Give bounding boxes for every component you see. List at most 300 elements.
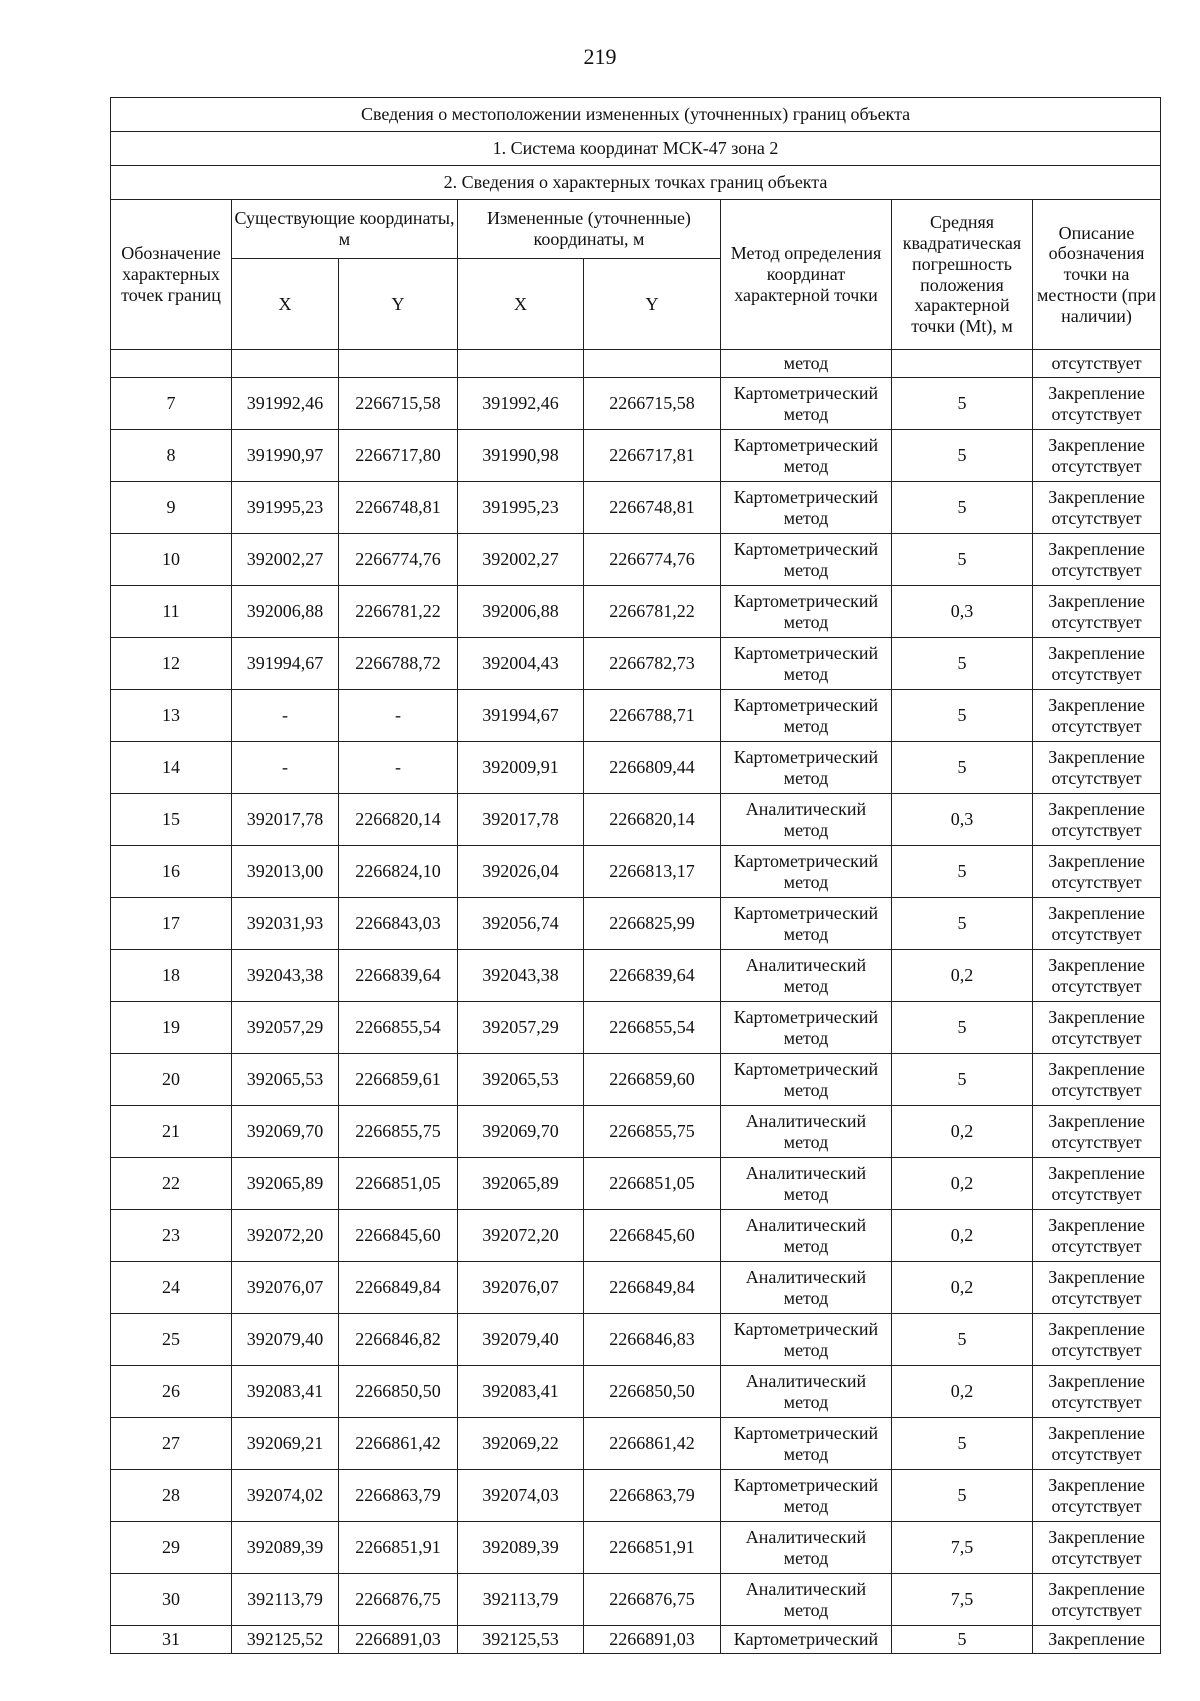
changed-x: 392006,88 [458, 586, 584, 638]
point-id: 29 [111, 1522, 232, 1574]
point-id: 17 [111, 898, 232, 950]
method-line-2: метод [783, 1339, 829, 1360]
method-line-1: Аналитический [745, 798, 867, 819]
description-line-1: Закрепление [1048, 902, 1145, 923]
changed-x: 392125,53 [458, 1626, 584, 1654]
error-value: 5 [892, 482, 1033, 534]
existing-x: - [232, 690, 339, 742]
point-id: 27 [111, 1418, 232, 1470]
method-line-1: Картометрический [733, 694, 879, 715]
existing-x: 392002,27 [232, 534, 339, 586]
method-cell [721, 1210, 892, 1262]
method-cell [721, 690, 892, 742]
existing-x: 392043,38 [232, 950, 339, 1002]
changed-y: 2266863,79 [584, 1470, 721, 1522]
header-method: Метод определения координат характерной точки [721, 200, 892, 350]
existing-y: 2266863,79 [339, 1470, 458, 1522]
existing-y: 2266715,58 [339, 378, 458, 430]
description-line-2: отсутствует [1051, 1287, 1142, 1308]
method-line-1: Картометрический [733, 1318, 879, 1339]
method-line-1: Аналитический [745, 1214, 867, 1235]
error-value: 0,2 [892, 1106, 1033, 1158]
description-cell [1033, 1574, 1161, 1626]
point-id: 30 [111, 1574, 232, 1626]
changed-y: 2266782,73 [584, 638, 721, 690]
changed-x: 392056,74 [458, 898, 584, 950]
changed-y: 2266859,60 [584, 1054, 721, 1106]
changed-x: 392089,39 [458, 1522, 584, 1574]
changed-x: 392076,07 [458, 1262, 584, 1314]
method-cell [721, 1574, 892, 1626]
description-line-1: Закрепление [1048, 954, 1145, 975]
existing-y: 2266891,03 [339, 1626, 458, 1654]
existing-x: 392113,79 [232, 1574, 339, 1626]
point-id: 12 [111, 638, 232, 690]
description-cell [1033, 378, 1161, 430]
description-line-2: отсутствует [1051, 611, 1142, 632]
description-line-1: Закрепление [1048, 694, 1145, 715]
changed-y: 2266850,50 [584, 1366, 721, 1418]
point-row [111, 1106, 1161, 1158]
point-row [111, 898, 1161, 950]
description-line-2: отсутствует [1051, 1235, 1142, 1256]
changed-x: 392065,53 [458, 1054, 584, 1106]
cell [232, 350, 339, 378]
cell [111, 350, 232, 378]
point-row [111, 1002, 1161, 1054]
method-cell [721, 1418, 892, 1470]
section-title: Сведения о местоположении измененных (уточненных) границ объекта [111, 98, 1161, 132]
description-line-1: Закрепление [1048, 1266, 1145, 1287]
point-id: 31 [111, 1626, 232, 1654]
method-cell [721, 1106, 892, 1158]
point-id: 11 [111, 586, 232, 638]
method-cell [721, 586, 892, 638]
changed-y: 2266891,03 [584, 1626, 721, 1654]
changed-x: 392083,41 [458, 1366, 584, 1418]
method-line-2: метод [783, 1183, 829, 1204]
boundary-points-table [110, 97, 1161, 1654]
existing-x: 392074,02 [232, 1470, 339, 1522]
point-id: 20 [111, 1054, 232, 1106]
error-value: 5 [892, 846, 1033, 898]
method-cell [721, 1522, 892, 1574]
changed-x: 392069,22 [458, 1418, 584, 1470]
method-line-1: Картометрический [733, 486, 879, 507]
method-cell [721, 638, 892, 690]
description-cell [1033, 1054, 1161, 1106]
header-changed-x: X [458, 259, 584, 350]
method-line-2: метод [783, 1443, 829, 1464]
method-line-2: метод [783, 1599, 829, 1620]
point-row [111, 1054, 1161, 1106]
method-line-2: метод [783, 1079, 829, 1100]
description-line-2: отсутствует [1051, 1079, 1142, 1100]
method-line-1: Аналитический [745, 1578, 867, 1599]
changed-x: 392002,27 [458, 534, 584, 586]
changed-x: 392009,91 [458, 742, 584, 794]
error-value: 5 [892, 430, 1033, 482]
changed-y: 2266717,81 [584, 430, 721, 482]
description-cell [1033, 898, 1161, 950]
method-line-1: Картометрический [733, 746, 879, 767]
method-cell [721, 1002, 892, 1054]
description-line-1: Закрепление [1048, 1578, 1145, 1599]
error-value: 5 [892, 898, 1033, 950]
changed-x: 391995,23 [458, 482, 584, 534]
description-cell [1033, 482, 1161, 534]
method-line-2: метод [783, 1235, 829, 1256]
method-line-1: Картометрический [733, 1006, 879, 1027]
existing-x: 392006,88 [232, 586, 339, 638]
method-line-2: метод [783, 1495, 829, 1516]
error-value: 0,2 [892, 1262, 1033, 1314]
method-line-2: метод [783, 1391, 829, 1412]
method-line-1: Картометрический [733, 642, 879, 663]
changed-x: 392069,70 [458, 1106, 584, 1158]
description-cell [1033, 1210, 1161, 1262]
existing-x: 392065,53 [232, 1054, 339, 1106]
cell [892, 350, 1033, 378]
error-value: 5 [892, 1626, 1033, 1654]
changed-y: 2266845,60 [584, 1210, 721, 1262]
description-cell [1033, 430, 1161, 482]
existing-x: 392072,20 [232, 1210, 339, 1262]
existing-x: 392083,41 [232, 1366, 339, 1418]
method-cell [721, 742, 892, 794]
method-line-2: метод [783, 455, 829, 476]
method-cell [721, 1158, 892, 1210]
description-cell [1033, 586, 1161, 638]
method-line-1: Картометрический [733, 850, 879, 871]
point-id: 24 [111, 1262, 232, 1314]
method-cell: Картометрический [721, 1626, 892, 1654]
existing-x: 392017,78 [232, 794, 339, 846]
existing-x: 392079,40 [232, 1314, 339, 1366]
error-value: 5 [892, 534, 1033, 586]
method-line-2: метод [783, 559, 829, 580]
existing-y: 2266846,82 [339, 1314, 458, 1366]
method-cell [721, 1054, 892, 1106]
header-changed-y: Y [584, 259, 721, 350]
description-line-1: Закрепление [1048, 1370, 1145, 1391]
changed-y: 2266748,81 [584, 482, 721, 534]
description-line-1: Закрепление [1048, 1526, 1145, 1547]
error-value: 5 [892, 1054, 1033, 1106]
method-line-1: Аналитический [745, 1370, 867, 1391]
existing-x: 391994,67 [232, 638, 339, 690]
existing-x: - [232, 742, 339, 794]
method-cell [721, 1262, 892, 1314]
description-cell [1033, 1002, 1161, 1054]
changed-y: 2266849,84 [584, 1262, 721, 1314]
changed-x: 391990,98 [458, 430, 584, 482]
existing-y: 2266788,72 [339, 638, 458, 690]
description-cell [1033, 638, 1161, 690]
changed-y: 2266781,22 [584, 586, 721, 638]
error-value: 0,3 [892, 794, 1033, 846]
method-line-2: метод [783, 1287, 829, 1308]
description-line-1: Закрепление [1048, 1110, 1145, 1131]
description-line-1: Закрепление [1048, 798, 1145, 819]
method-line-1: Картометрический [733, 538, 879, 559]
point-row [111, 1470, 1161, 1522]
existing-x: 391990,97 [232, 430, 339, 482]
header-designation: Обозначение характерных точек границ [111, 200, 232, 350]
method-line-2: метод [783, 767, 829, 788]
point-row [111, 1418, 1161, 1470]
method-line-2: метод [783, 923, 829, 944]
header-existing-coordinates: Существующие координаты, м [232, 200, 458, 259]
method-line-2: метод [783, 1547, 829, 1568]
point-row [111, 1210, 1161, 1262]
cell [458, 350, 584, 378]
point-row [111, 534, 1161, 586]
description-cell [1033, 950, 1161, 1002]
method-cell [721, 898, 892, 950]
description-cell [1033, 1522, 1161, 1574]
description-line-1: Закрепление [1048, 1214, 1145, 1235]
error-value: 5 [892, 1470, 1033, 1522]
changed-x: 391992,46 [458, 378, 584, 430]
method-cell [721, 1314, 892, 1366]
point-row [111, 742, 1161, 794]
changed-y: 2266825,99 [584, 898, 721, 950]
description-line-2: отсутствует [1051, 1443, 1142, 1464]
point-row [111, 794, 1161, 846]
description-line-1: Закрепление [1048, 538, 1145, 559]
cell [584, 350, 721, 378]
description-line-1: Закрепление [1048, 1318, 1145, 1339]
existing-y: - [339, 742, 458, 794]
error-value: 5 [892, 1002, 1033, 1054]
point-id: 25 [111, 1314, 232, 1366]
continued-method: метод [721, 350, 892, 378]
method-line-1: Картометрический [733, 1422, 879, 1443]
point-row [111, 378, 1161, 430]
existing-x: 392057,29 [232, 1002, 339, 1054]
existing-y: 2266774,76 [339, 534, 458, 586]
changed-y: 2266839,64 [584, 950, 721, 1002]
existing-y: 2266851,91 [339, 1522, 458, 1574]
point-id: 14 [111, 742, 232, 794]
description-line-2: отсутствует [1051, 507, 1142, 528]
method-cell [721, 534, 892, 586]
method-line-2: метод [783, 1027, 829, 1048]
description-cell [1033, 794, 1161, 846]
existing-x: 392089,39 [232, 1522, 339, 1574]
description-cell [1033, 690, 1161, 742]
changed-x: 392072,20 [458, 1210, 584, 1262]
changed-x: 392113,79 [458, 1574, 584, 1626]
method-cell [721, 794, 892, 846]
description-line-1: Закрепление [1048, 746, 1145, 767]
page-number: 219 [583, 44, 617, 69]
existing-x: 392013,00 [232, 846, 339, 898]
description-cell [1033, 1262, 1161, 1314]
description-line-1: Закрепление [1048, 850, 1145, 871]
description-cell: Закрепление [1033, 1626, 1161, 1654]
point-id: 18 [111, 950, 232, 1002]
method-cell [721, 846, 892, 898]
description-line-1: Закрепление [1048, 1162, 1145, 1183]
point-id: 16 [111, 846, 232, 898]
description-line-2: отсутствует [1051, 975, 1142, 996]
description-line-2: отсутствует [1051, 767, 1142, 788]
method-line-2: метод [783, 403, 829, 424]
point-row [111, 690, 1161, 742]
description-line-2: отсутствует [1051, 819, 1142, 840]
point-id: 7 [111, 378, 232, 430]
point-id: 15 [111, 794, 232, 846]
method-line-1: Картометрический [733, 590, 879, 611]
description-line-2: отсутствует [1051, 923, 1142, 944]
existing-y: 2266717,80 [339, 430, 458, 482]
point-row [111, 1158, 1161, 1210]
existing-x: 392076,07 [232, 1262, 339, 1314]
method-line-2: метод [783, 611, 829, 632]
description-cell [1033, 1314, 1161, 1366]
point-row [111, 950, 1161, 1002]
description-cell [1033, 1106, 1161, 1158]
point-row [111, 586, 1161, 638]
header-error: Средняя квадратическая погрешность положения характерной точки (Mt), м [892, 200, 1033, 350]
point-id: 23 [111, 1210, 232, 1262]
changed-x: 392057,29 [458, 1002, 584, 1054]
point-row [111, 638, 1161, 690]
error-value: 0,2 [892, 950, 1033, 1002]
existing-x: 392069,70 [232, 1106, 339, 1158]
point-id: 9 [111, 482, 232, 534]
method-cell [721, 430, 892, 482]
description-line-1: Закрепление [1048, 486, 1145, 507]
method-line-2: метод [783, 1131, 829, 1152]
method-line-2: метод [783, 507, 829, 528]
method-line-2: метод [783, 715, 829, 736]
existing-y: 2266855,54 [339, 1002, 458, 1054]
header-existing-x: X [232, 259, 339, 350]
existing-y: 2266876,75 [339, 1574, 458, 1626]
existing-y: 2266859,61 [339, 1054, 458, 1106]
description-line-2: отсутствует [1051, 1391, 1142, 1412]
point-row [111, 1314, 1161, 1366]
changed-x: 392043,38 [458, 950, 584, 1002]
existing-x: 392125,52 [232, 1626, 339, 1654]
changed-y: 2266774,76 [584, 534, 721, 586]
changed-y: 2266715,58 [584, 378, 721, 430]
existing-y: 2266845,60 [339, 1210, 458, 1262]
method-line-1: Аналитический [745, 1526, 867, 1547]
existing-y: 2266850,50 [339, 1366, 458, 1418]
existing-y: 2266855,75 [339, 1106, 458, 1158]
description-cell [1033, 846, 1161, 898]
point-id: 22 [111, 1158, 232, 1210]
continued-description: отсутствует [1033, 350, 1161, 378]
error-value: 5 [892, 1418, 1033, 1470]
existing-x: 392069,21 [232, 1418, 339, 1470]
description-line-2: отсутствует [1051, 559, 1142, 580]
existing-y: 2266849,84 [339, 1262, 458, 1314]
existing-y: 2266839,64 [339, 950, 458, 1002]
point-id: 26 [111, 1366, 232, 1418]
changed-y: 2266820,14 [584, 794, 721, 846]
description-line-2: отсутствует [1051, 663, 1142, 684]
changed-x: 392065,89 [458, 1158, 584, 1210]
error-value: 0,2 [892, 1210, 1033, 1262]
description-line-2: отсутствует [1051, 1339, 1142, 1360]
description-line-1: Закрепление [1048, 382, 1145, 403]
existing-x: 392065,89 [232, 1158, 339, 1210]
error-value: 7,5 [892, 1522, 1033, 1574]
point-row [111, 1522, 1161, 1574]
point-row-last [111, 1626, 1161, 1654]
method-line-2: метод [783, 819, 829, 840]
method-cell [721, 1366, 892, 1418]
changed-x: 392079,40 [458, 1314, 584, 1366]
point-id: 28 [111, 1470, 232, 1522]
description-line-2: отсутствует [1051, 455, 1142, 476]
cell [339, 350, 458, 378]
description-line-2: отсутствует [1051, 1599, 1142, 1620]
method-line-1: Аналитический [745, 954, 867, 975]
method-cell [721, 378, 892, 430]
method-line-1: Аналитический [745, 1162, 867, 1183]
point-row [111, 1262, 1161, 1314]
description-cell [1033, 742, 1161, 794]
method-line-2: метод [783, 871, 829, 892]
description-line-2: отсутствует [1051, 871, 1142, 892]
error-value: 5 [892, 638, 1033, 690]
changed-y: 2266813,17 [584, 846, 721, 898]
description-line-1: Закрепление [1048, 1422, 1145, 1443]
existing-y: 2266820,14 [339, 794, 458, 846]
point-id: 13 [111, 690, 232, 742]
existing-y: 2266851,05 [339, 1158, 458, 1210]
description-line-2: отсутствует [1051, 1547, 1142, 1568]
description-line-1: Закрепление [1048, 1006, 1145, 1027]
existing-y: - [339, 690, 458, 742]
description-line-2: отсутствует [1051, 1131, 1142, 1152]
changed-x: 392017,78 [458, 794, 584, 846]
description-line-2: отсутствует [1051, 715, 1142, 736]
changed-x: 391994,67 [458, 690, 584, 742]
existing-y: 2266781,22 [339, 586, 458, 638]
changed-y: 2266861,42 [584, 1418, 721, 1470]
method-line-1: Картометрический [733, 1058, 879, 1079]
existing-y: 2266843,03 [339, 898, 458, 950]
description-line-1: Закрепление [1048, 434, 1145, 455]
changed-y: 2266851,91 [584, 1522, 721, 1574]
existing-x: 392031,93 [232, 898, 339, 950]
method-line-1: Картометрический [733, 434, 879, 455]
error-value: 5 [892, 378, 1033, 430]
existing-y: 2266861,42 [339, 1418, 458, 1470]
method-line-2: метод [783, 663, 829, 684]
description-cell [1033, 1418, 1161, 1470]
changed-x: 392074,03 [458, 1470, 584, 1522]
header-changed-coordinates: Измененные (уточненные) координаты, м [458, 200, 721, 259]
changed-y: 2266809,44 [584, 742, 721, 794]
point-row [111, 846, 1161, 898]
description-line-2: отсутствует [1051, 1183, 1142, 1204]
changed-x: 392026,04 [458, 846, 584, 898]
description-cell [1033, 1366, 1161, 1418]
changed-y: 2266788,71 [584, 690, 721, 742]
changed-y: 2266876,75 [584, 1574, 721, 1626]
header-description: Описание обозначения точки на местности (при наличии) [1033, 200, 1161, 350]
point-id: 21 [111, 1106, 232, 1158]
point-row [111, 482, 1161, 534]
